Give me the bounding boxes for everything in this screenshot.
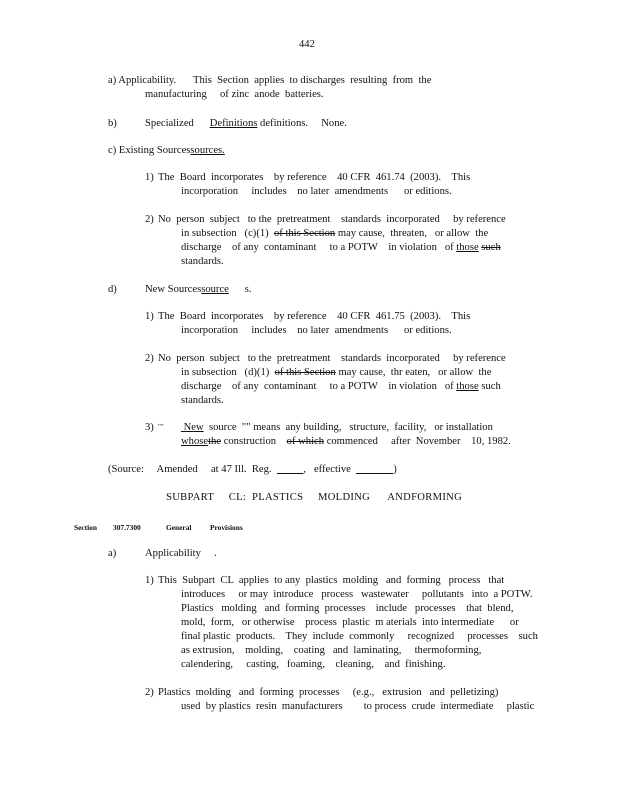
c1-line1: The Board incorporates by reference 40 CFR 461.74 (2003). This — [158, 172, 471, 183]
p1-line2: introduces or may introduce process wastewater pollutants into a POTW. — [181, 589, 533, 600]
subpart-a-label: a) — [108, 548, 117, 559]
d3-quote-marks: "" — [158, 423, 164, 431]
c1-number: 1) — [145, 172, 154, 183]
d-deleted-text: Sources — [167, 284, 202, 295]
d2-line3-post: such — [481, 381, 501, 392]
d3-number: 3) — [145, 422, 154, 433]
d-pre: New — [145, 284, 166, 295]
paragraph-d-label: d) — [108, 284, 117, 295]
c2-line2-pre: in subsection (c)(1) — [181, 228, 269, 239]
section-title-provisions: Provisions — [210, 523, 243, 532]
b-post: definitions. None. — [260, 118, 347, 129]
d2-line1: No person subject to the pretreatment standards incorporated by reference — [158, 353, 506, 364]
paragraph-c-heading — [108, 144, 225, 157]
p1-line6: as extrusion, molding, coating and laminating, thermoforming, — [181, 645, 482, 656]
d-tail: s. — [244, 284, 252, 295]
d2-number: 2) — [145, 353, 154, 364]
d2-line2-post: may cause, thr eaten, or allow the — [338, 367, 492, 378]
c2-line3 — [181, 241, 501, 254]
paragraph-b-label: b) — [108, 118, 117, 129]
c2-line2-post: may cause, threaten, or allow the — [337, 228, 489, 239]
p2-line2: used by plastics resin manufacturers to process crude intermediate plastic — [181, 701, 535, 712]
source-effective: effective — [313, 464, 351, 475]
d1-line2: incorporation includes no later amendments or editions. — [181, 325, 452, 336]
d2-deleted-text: of this Section — [274, 367, 336, 378]
d3-line2-mid: construction — [223, 436, 277, 447]
d3-inserted-text: New — [181, 422, 204, 433]
c2-deleted-text: of this Section — [273, 228, 336, 239]
d3-inserted-word: whose — [181, 436, 209, 447]
page-number: 442 — [299, 39, 315, 50]
c2-line1: No person subject to the pretreatment standards incorporated by reference — [158, 214, 506, 225]
source-pre: (Source: Amended at 47 Ill. Reg. — [108, 464, 272, 475]
d2-line4: standards. — [181, 395, 224, 406]
d2-inserted-text: those — [456, 381, 479, 392]
c-deleted-text: Sources — [156, 145, 191, 156]
paragraph-a-line2: manufacturing of zinc anode batteries. — [145, 89, 324, 100]
d3-line1-post: source "" means any building, structure, facility, or installation — [208, 422, 493, 433]
source-post: ) — [393, 464, 397, 475]
d3-line1 — [181, 421, 493, 434]
subpart-a-heading: Applicability . — [145, 548, 217, 559]
paragraph-a-line1: This Section applies to discharges resulting from the — [193, 75, 432, 86]
p1-line3: Plastics molding and forming processes include processes that blend, — [181, 603, 514, 614]
d3-line2-post: commenced after November 10, 1982. — [326, 436, 511, 447]
paragraph-a-label: a) Applicability. — [108, 75, 177, 86]
c2-line3-pre: discharge of any contaminant to a POTW in violation of — [181, 242, 454, 253]
c2-line4: standards. — [181, 256, 224, 267]
c2-deleted-word: such — [481, 242, 501, 253]
subpart-heading: SUBPART CL: PLASTICS MOLDING ANDFORMING — [166, 492, 463, 503]
d2-line2-pre: in subsection (d)(1) — [181, 367, 270, 378]
p1-line7: calendering, casting, foaming, cleaning, and finishing. — [181, 659, 446, 670]
d3-line2 — [181, 435, 511, 448]
d1-line1: The Board incorporates by reference 40 CFR 461.75 (2003). This — [158, 311, 471, 322]
c-label: c) Existing — [108, 145, 155, 156]
paragraph-b-text — [145, 117, 347, 130]
b-pre: Specialized — [145, 118, 194, 129]
c-inserted-text: sources. — [190, 145, 225, 156]
source-blank-2 — [356, 464, 393, 475]
c1-line2: incorporation includes no later amendments or editions. — [181, 186, 452, 197]
d3-deleted-word: the — [208, 436, 222, 447]
section-label: Section — [74, 523, 97, 532]
paragraph-d-heading — [145, 283, 252, 296]
p2-line1: Plastics molding and forming processes (e.g., extrusion and pelletizing) — [158, 687, 499, 698]
d2-line3-pre: discharge of any contaminant to a POTW in violation of — [181, 381, 454, 392]
c2-number: 2) — [145, 214, 154, 225]
p1-line1: This Subpart CL applies to any plastics molding and forming process that — [158, 575, 505, 586]
c2-inserted-text: those — [456, 242, 479, 253]
section-title-general: General — [166, 523, 192, 532]
d2-line3 — [181, 380, 501, 393]
p2-number: 2) — [145, 687, 154, 698]
d1-number: 1) — [145, 311, 154, 322]
d-inserted-text: source — [201, 284, 229, 295]
b-inserted-text: Definitions — [209, 118, 258, 129]
d3-deleted-phrase: of which — [286, 436, 325, 447]
p1-line5: final plastic products. They include commonly recognized processes such — [181, 631, 538, 642]
p1-number: 1) — [145, 575, 154, 586]
source-note: (Source: Amended at 47 Ill. Reg. , effective ) — [108, 464, 397, 475]
c2-line2 — [181, 227, 488, 240]
d2-line2 — [181, 366, 491, 379]
section-number: 307.7300 — [113, 523, 141, 532]
source-blank-1 — [277, 464, 303, 475]
p1-line4: mold, form, or otherwise process plastic m aterials into intermediate or — [181, 617, 519, 628]
